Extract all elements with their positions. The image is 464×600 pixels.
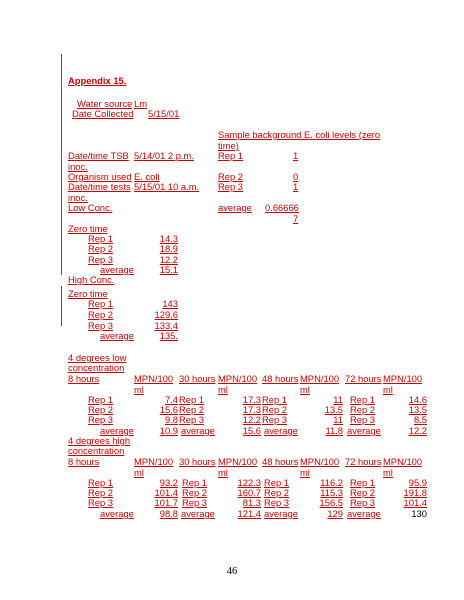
- high-units-2: MPN/100: [218, 456, 258, 467]
- low-rep1-48h: 11: [333, 394, 343, 405]
- low-rep3-label-48h: Rep 3: [262, 414, 288, 425]
- low-average-72h: 12.2: [408, 425, 427, 436]
- low-time-72h: 72 hours: [345, 373, 382, 384]
- bg-rep3-label: Rep 3: [218, 181, 244, 192]
- zero-low-rep1-label: Rep 1: [88, 233, 114, 244]
- low-rep2-48h: 13.5: [324, 404, 343, 415]
- zero-low-average-value: 15.1: [159, 264, 178, 275]
- water-source-value: Lm: [134, 98, 148, 109]
- high-time-72h: 72 hours: [345, 456, 382, 467]
- low-rep1-label-48h: Rep 1: [262, 394, 288, 405]
- high-units-3: MPN/100: [300, 456, 340, 467]
- bg-rep3-value: 1: [293, 181, 299, 192]
- bg-average-value-2: 7: [293, 213, 299, 224]
- high-average-label-72h: average: [347, 508, 381, 519]
- low-table-title-2: concentration: [68, 362, 125, 373]
- high-time-30h: 30 hours: [179, 456, 216, 467]
- high-rep1-48h: 116.2: [320, 477, 343, 488]
- left-margin-bar-1: [61, 54, 62, 275]
- info-value-date-tests: 5/15/01 10 a.m.: [134, 181, 200, 192]
- high-rep3-8h: 101.7: [154, 497, 178, 508]
- zero-low-rep3-label: Rep 3: [88, 254, 114, 265]
- high-average-label-30h: average: [181, 508, 215, 519]
- zero-high-rep1-value: 143: [162, 298, 178, 309]
- info-label-date-tsb: Date/time TSB: [68, 150, 129, 161]
- bg-rep2-label: Rep 2: [218, 171, 244, 182]
- high-rep2-label-30h: Rep 2: [182, 487, 208, 498]
- high-rep1-72h: 95.9: [408, 477, 427, 488]
- low-units-2: MPN/100: [218, 373, 258, 384]
- low-rep1-72h: 14.6: [408, 394, 427, 405]
- low-rep2-72h: 13.5: [408, 404, 427, 415]
- zero-low-rep3-value: 12.2: [159, 254, 178, 265]
- low-rep3-label-72h: Rep 3: [350, 414, 376, 425]
- low-rep1-8h: 7.4: [164, 394, 178, 405]
- low-conc-label: Low Conc.: [68, 202, 113, 213]
- low-units-3b: ml: [300, 384, 310, 395]
- low-units-3: MPN/100: [300, 373, 340, 384]
- high-rep3-label-72h: Rep 3: [350, 497, 376, 508]
- zero-low-rep1-value: 14.3: [159, 233, 178, 244]
- high-rep3-label-48h: Rep 3: [264, 497, 290, 508]
- low-units-1b: ml: [134, 384, 144, 395]
- low-average-30h: 15.6: [242, 425, 261, 436]
- zero-low-rep2-value: 18.9: [159, 243, 178, 254]
- info-label-date-tests-2: inoc.: [68, 192, 88, 203]
- zero-low-average-label: average: [100, 264, 134, 275]
- low-rep2-label-48h: Rep 2: [262, 404, 288, 415]
- background-header-line1: Sample background E. coli levels (zero: [218, 129, 381, 140]
- zero-time-low-title: Zero time: [68, 223, 108, 234]
- high-average-48h: 129: [327, 508, 343, 519]
- bg-rep2-value: 0: [293, 171, 299, 182]
- low-rep2-30h: 17.3: [242, 404, 261, 415]
- high-rep3-30h: 81.3: [242, 497, 261, 508]
- low-units-1: MPN/100: [134, 373, 174, 384]
- high-rep1-8h: 93.2: [159, 477, 178, 488]
- high-table-title-2: concentration: [68, 445, 125, 456]
- high-time-48h: 48 hours: [262, 456, 299, 467]
- background-header-line2: time): [218, 140, 239, 151]
- low-rep2-8h: 15.6: [159, 404, 178, 415]
- high-rep2-30h: 160.7: [237, 487, 261, 498]
- high-rep3-48h: 156.5: [319, 497, 343, 508]
- low-rep3-8h: 9.8: [164, 414, 178, 425]
- high-rep2-8h: 101.4: [154, 487, 178, 498]
- high-units-4b: ml: [383, 467, 393, 478]
- high-average-label: average: [100, 508, 134, 519]
- high-units-1b: ml: [134, 467, 144, 478]
- water-source-label: Water source: [77, 98, 133, 109]
- high-rep1-label: Rep 1: [88, 477, 114, 488]
- high-conc-label: High Conc.: [68, 274, 115, 285]
- low-rep2-label-72h: Rep 2: [350, 404, 376, 415]
- low-average-label-72h: average: [347, 425, 381, 436]
- info-value-organism: E. coli: [134, 171, 160, 182]
- low-rep2-label-30h: Rep 2: [179, 404, 205, 415]
- high-rep2-label: Rep 2: [88, 487, 114, 498]
- low-average-label: average: [100, 425, 134, 436]
- high-rep1-label-30h: Rep 1: [182, 477, 208, 488]
- low-units-4: MPN/100: [383, 373, 423, 384]
- high-units-2b: ml: [218, 467, 228, 478]
- high-average-72h: 130: [411, 508, 427, 519]
- zero-high-rep2-value: 129.6: [154, 309, 178, 320]
- high-rep1-label-72h: Rep 1: [350, 477, 376, 488]
- high-average-30h: 121.4: [237, 508, 261, 519]
- high-rep2-label-72h: Rep 2: [350, 487, 376, 498]
- info-value-date-tsb: 5/14/01 2 p.m.: [134, 150, 194, 161]
- low-rep1-label-72h: Rep 1: [350, 394, 376, 405]
- info-label-organism: Organism used: [68, 171, 132, 182]
- high-rep1-label-48h: Rep 1: [264, 477, 290, 488]
- zero-high-rep3-label: Rep 3: [88, 320, 114, 331]
- high-rep2-label-48h: Rep 2: [264, 487, 290, 498]
- low-average-8h: 10.9: [159, 425, 178, 436]
- zero-low-rep2-label: Rep 2: [88, 243, 114, 254]
- low-rep2-label: Rep 2: [88, 404, 114, 415]
- high-rep3-72h: 101.4: [403, 497, 427, 508]
- appendix-title: Appendix 15.: [68, 75, 127, 86]
- zero-high-average-label: average: [100, 330, 134, 341]
- high-table-title-1: 4 degrees high: [68, 435, 131, 446]
- bg-rep1-label: Rep 1: [218, 150, 244, 161]
- low-average-48h: 11.8: [325, 425, 343, 436]
- low-rep3-48h: 11: [333, 414, 343, 425]
- high-units-3b: ml: [300, 467, 310, 478]
- zero-high-rep3-value: 133.4: [154, 320, 178, 331]
- high-rep3-label-30h: Rep 3: [182, 497, 208, 508]
- low-time-30h: 30 hours: [179, 373, 216, 384]
- low-rep1-30h: 17.3: [242, 394, 261, 405]
- bg-rep1-value: 1: [293, 150, 299, 161]
- low-rep3-label-30h: Rep 3: [179, 414, 205, 425]
- low-rep3-72h: 8.5: [413, 414, 427, 425]
- high-time-8h: 8 hours: [68, 456, 100, 467]
- bg-average-value: 0.66666: [265, 202, 299, 213]
- low-rep1-label: Rep 1: [88, 394, 114, 405]
- date-collected-value: 5/15/01: [148, 108, 180, 119]
- date-collected-label: Date Collected: [72, 108, 134, 119]
- low-units-4b: ml: [383, 384, 393, 395]
- high-units-4: MPN/100: [383, 456, 423, 467]
- zero-high-rep1-label: Rep 1: [88, 298, 114, 309]
- low-average-label-30h: average: [181, 425, 215, 436]
- low-time-8h: 8 hours: [68, 373, 100, 384]
- high-average-label-48h: average: [264, 508, 298, 519]
- low-rep3-30h: 12.2: [242, 414, 261, 425]
- zero-high-rep2-label: Rep 2: [88, 309, 114, 320]
- info-label-date-tsb-2: inoc.: [68, 161, 88, 172]
- high-rep2-48h: 115.3: [320, 487, 343, 498]
- high-rep1-30h: 122.3: [237, 477, 261, 488]
- low-time-48h: 48 hours: [262, 373, 299, 384]
- zero-high-average-value: 135.: [159, 330, 178, 341]
- low-rep3-label: Rep 3: [88, 414, 114, 425]
- high-rep3-label: Rep 3: [88, 497, 114, 508]
- low-table-title-1: 4 degrees low: [68, 352, 127, 363]
- info-label-date-tests: Date/time tests: [68, 181, 131, 192]
- high-average-8h: 98.8: [159, 508, 178, 519]
- left-margin-bar-2: [61, 286, 62, 326]
- zero-time-high-title: Zero time: [68, 288, 108, 299]
- high-rep2-72h: 191.8: [403, 487, 427, 498]
- page-number: 46: [226, 566, 238, 577]
- low-units-2b: ml: [218, 384, 228, 395]
- low-average-label-48h: average: [264, 425, 298, 436]
- high-units-1: MPN/100: [134, 456, 174, 467]
- low-rep1-label-30h: Rep 1: [179, 394, 205, 405]
- bg-average-label: average: [218, 202, 252, 213]
